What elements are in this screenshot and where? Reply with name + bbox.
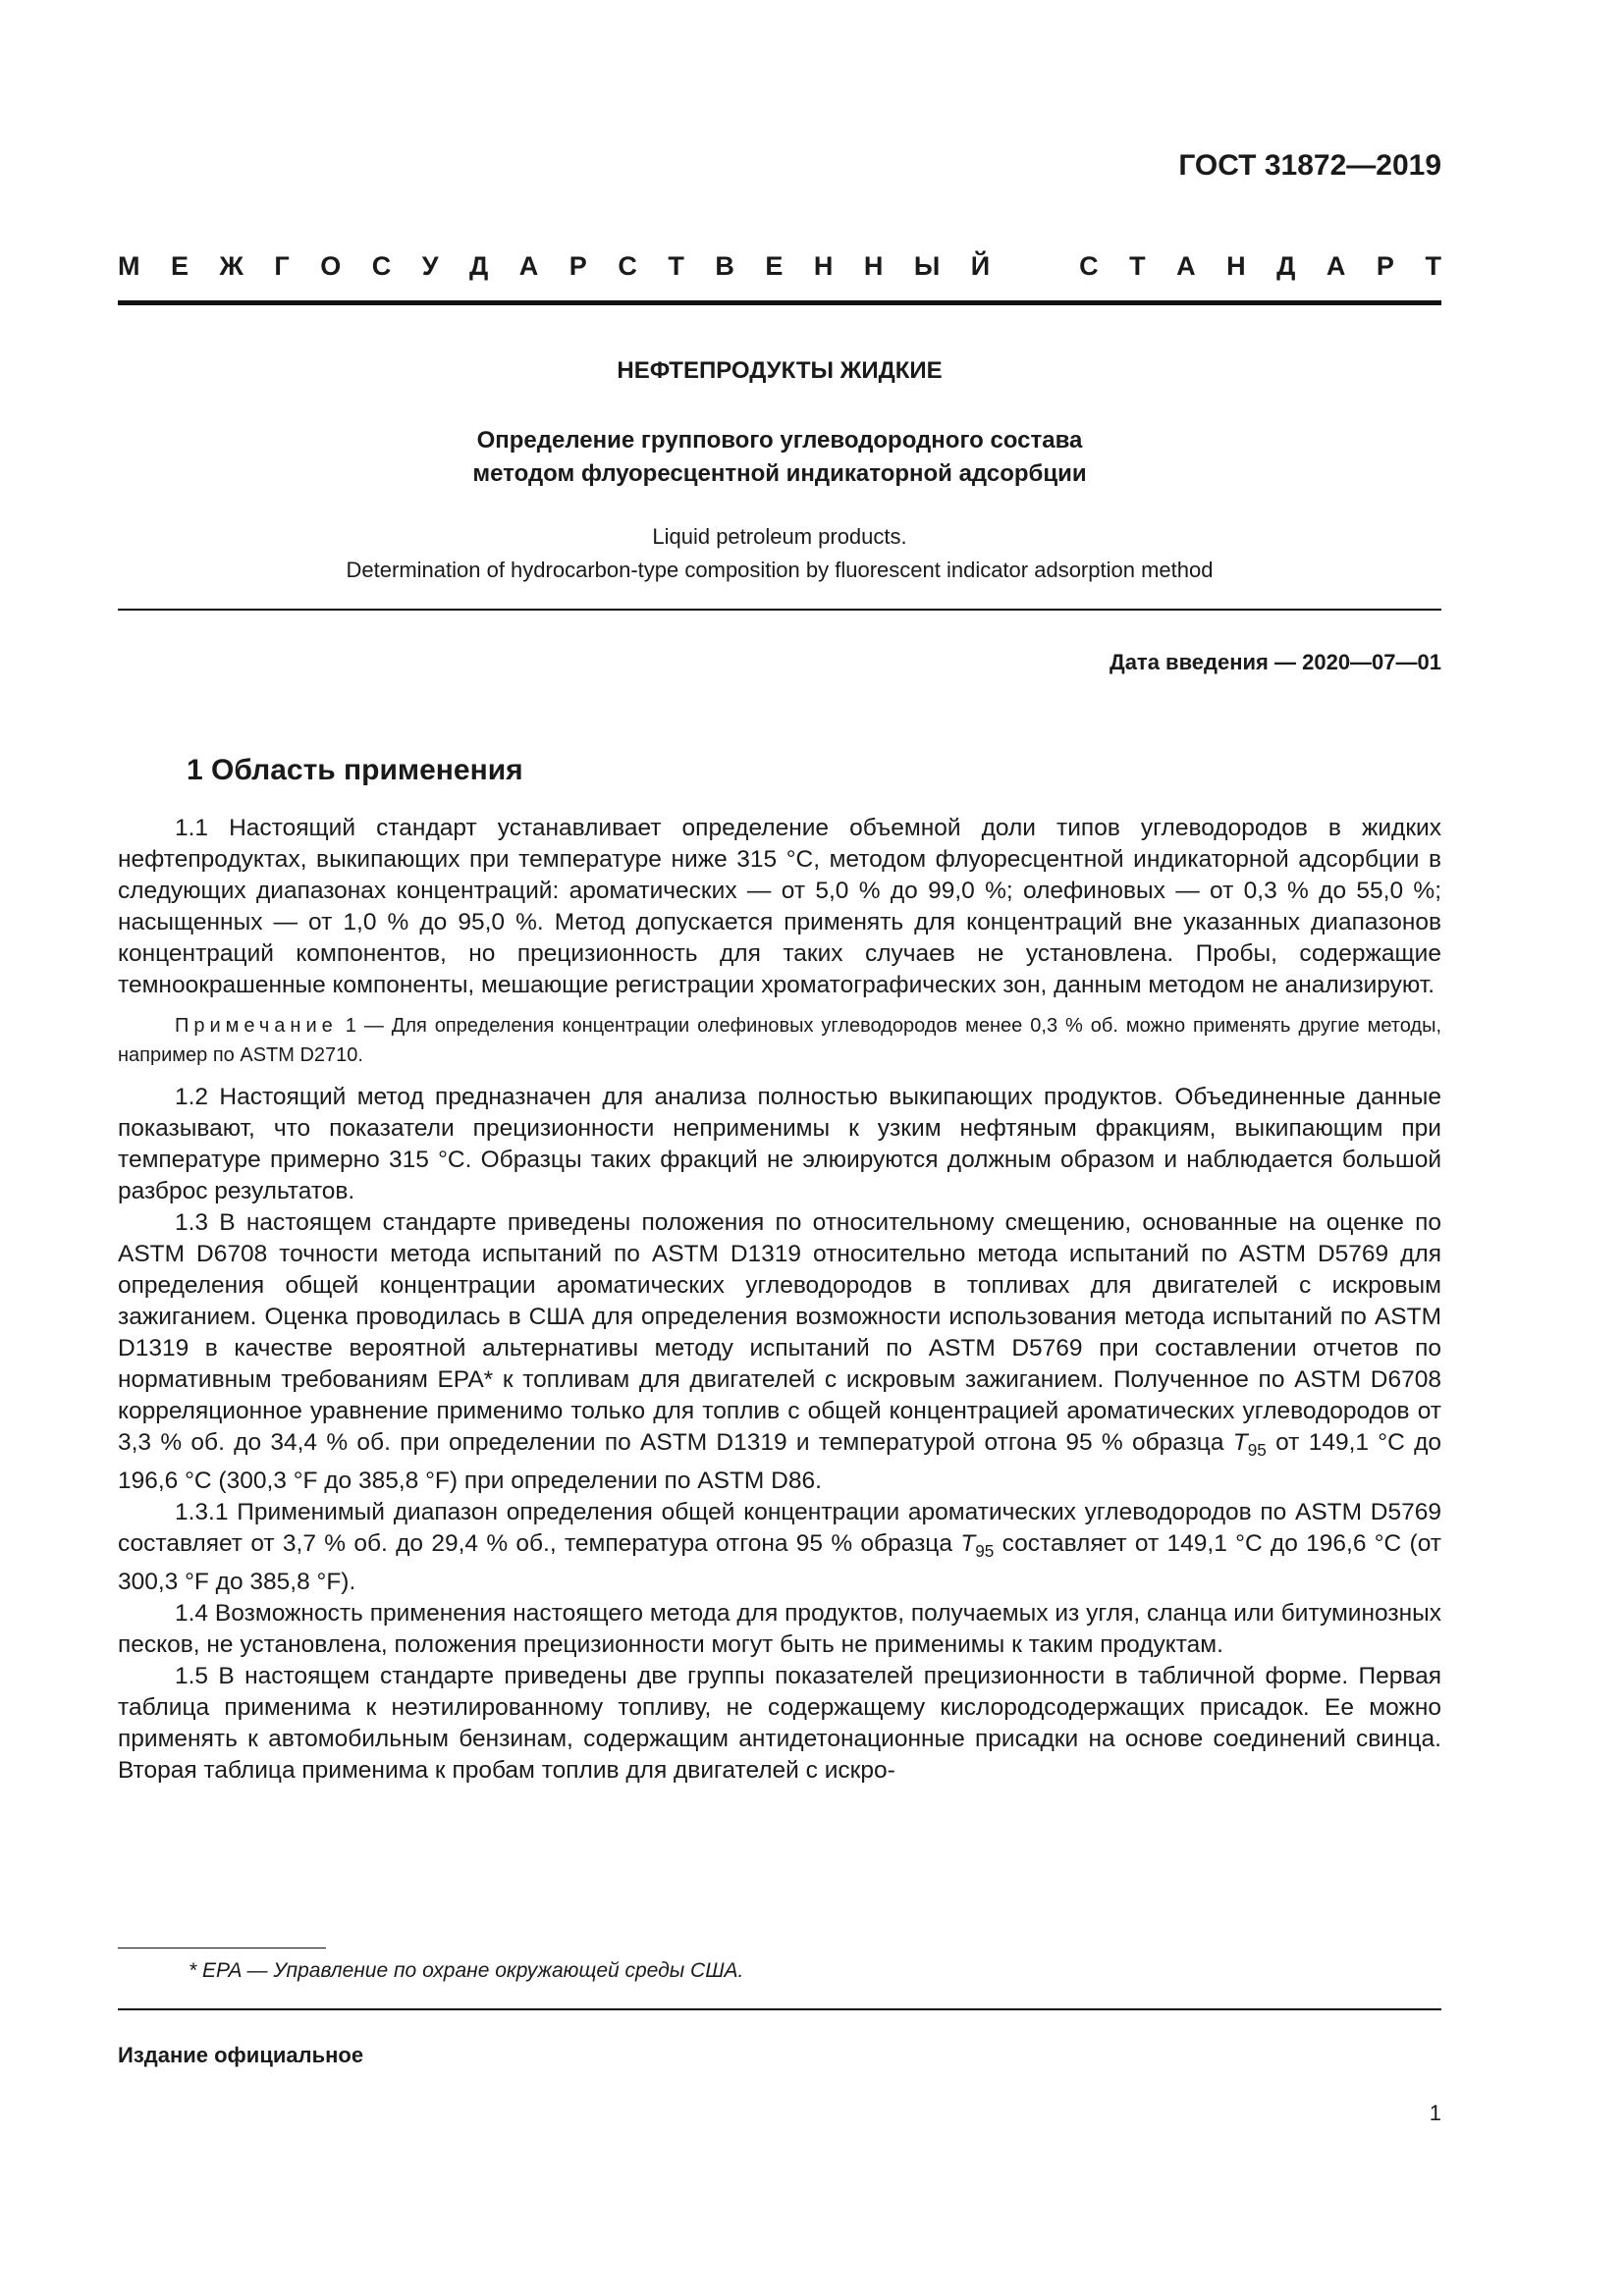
subtitle-line: Определение группового углеводородного состава: [476, 427, 1083, 454]
t95-symbol: T: [960, 1529, 976, 1557]
paragraph-text: 1.3 В настоящем стандарте приведены положения по относительному смещению, основанные на оценке по ASTM D6708 точности метода испытаний по ASTM D1319 относительно метода испытаний по ASTM D5769 для определения общей концентрации ароматических углеводородов в топливах для двигателей с искровым зажиганием. Оценка проводилась в США для определения возможности использования метода испытаний по ASTM D1319 в качестве вероятной альтернативы методу испытаний по ASTM D5769 при составлении отчетов по нормативным требованиям EPA* к топливам для двигателей с искровым зажиганием. Полученное по ASTM D6708 корреляционное уравнение применимо только для топлив с общей концентрацией ароматических углеводородов от 3,3 % об. до 34,4 % об. при определении по ASTM D1319 и температурой отгона 95 % образца: [118, 1209, 1441, 1456]
paragraph-text: от 149,1 °С до 196,6 °С (300,3 °F до 385,8 °F) при определении по ASTM D86.: [118, 1429, 1441, 1494]
heading-letter: Г: [274, 251, 290, 281]
t95-symbol: T: [1232, 1429, 1248, 1456]
heading-letter: А: [518, 251, 539, 281]
t95-subscript: 95: [1247, 1439, 1267, 1460]
header-rule: [118, 300, 1441, 305]
heading-letter: Й: [970, 251, 991, 281]
section-heading: 1 Область применения: [187, 754, 523, 786]
heading-letter: У: [421, 251, 439, 281]
paragraph-1-2: 1.2 Настоящий метод предназначен для анализа полностью выкипающих продуктов. Объединенные данные показывают, что показатели прецизионности неприменимы к узким нефтяным фракциям, выкипающим при температуре примерно 315 °С. Образцы таких фракций не элюируются должным образом и наблюдается большой разброс результатов.: [118, 1084, 1441, 1204]
heading-letter: Н: [863, 251, 884, 281]
english-title: [118, 520, 1441, 587]
date-of-introduction: Дата введения — 2020—07—01: [1110, 650, 1441, 674]
note-label: Примечание: [175, 1015, 338, 1037]
heading-letter: А: [1176, 251, 1196, 281]
note-1: [118, 1011, 1441, 1070]
heading-letter: С: [1079, 251, 1099, 281]
note-text: 1 — Для определения концентрации олефиновых углеводородов менее 0,3 % об. можно применять другие методы, например по ASTM D2710.: [118, 1015, 1441, 1066]
english-title-line: Determination of hydrocarbon-type composition by fluorescent indicator adsorption method: [346, 558, 1214, 582]
standard-type-heading: [118, 251, 1441, 282]
heading-letter: О: [320, 251, 342, 281]
heading-letter: Ы: [913, 251, 941, 281]
paragraph-text: 1.3.1 Применимый диапазон определения общей концентрации ароматических углеводородов по ASTM D5769 составляет от 3,7 % об. до 29,4 % об., температура отгона 95 % образца: [118, 1498, 1441, 1557]
heading-letter: Ж: [219, 251, 244, 281]
footnote-separator: [118, 1948, 326, 1949]
page-number: 1: [1429, 2101, 1441, 2125]
heading-letter: Д: [1276, 251, 1296, 281]
doc-id: ГОСТ 31872—2019: [1178, 149, 1441, 182]
title-rule: [118, 609, 1441, 611]
heading-letter: Д: [469, 251, 489, 281]
heading-letter: А: [1326, 251, 1346, 281]
paragraph-1-3-1: [118, 1497, 1441, 1598]
document-subtitle: [118, 424, 1441, 491]
heading-letter: Н: [813, 251, 834, 281]
heading-letter: Т: [1425, 251, 1441, 281]
section-body: [118, 813, 1441, 1787]
heading-letter: Т: [668, 251, 684, 281]
english-title-line: Liquid petroleum products.: [652, 524, 907, 549]
heading-letter: Р: [568, 251, 587, 281]
heading-letter: С: [371, 251, 392, 281]
heading-letter: Р: [1376, 251, 1394, 281]
heading-letter: Т: [1129, 251, 1146, 281]
heading-letter: В: [715, 251, 734, 281]
heading-letter: Н: [1226, 251, 1246, 281]
footnote: * EPA — Управление по охране окружающей среды США.: [189, 1959, 744, 1982]
heading-letter: Е: [765, 251, 784, 281]
document-title: НЕФТЕПРОДУКТЫ ЖИДКИЕ: [617, 357, 943, 384]
paragraph-1-4: 1.4 Возможность применения настоящего метода для продуктов, получаемых из угля, сланца или битуминозных песков, не установлена, положения прецизионности могут быть не применимы к таким продуктам.: [118, 1599, 1441, 1658]
t95-subscript: 95: [975, 1540, 995, 1561]
footer-rule: [118, 2008, 1441, 2010]
edition-label: Издание официальное: [118, 2043, 364, 2067]
heading-letter: М: [118, 251, 140, 281]
heading-letter: С: [618, 251, 637, 281]
word-gap: [1021, 251, 1049, 282]
subtitle-line: методом флуоресцентной индикаторной адсорбции: [472, 460, 1087, 487]
paragraph-1-5: 1.5 В настоящем стандарте приведены две группы показателей прецизионности в табличной форме. Первая таблица применима к неэтилированному топливу, не содержащему кислородсодержащих присадок. Ее можно применять к автомобильным бензинам, содержащим антидетонационные присадки на основе соединений свинца. Вторая таблица применима к пробам топлив для двигателей с искро-: [118, 1662, 1441, 1784]
heading-letter: Е: [171, 251, 189, 281]
paragraph-text: составляет от 149,1 °С до 196,6 °С (от 300,3 °F до 385,8 °F).: [118, 1529, 1442, 1595]
paragraph-1-3: [118, 1207, 1441, 1497]
paragraph-1-1: 1.1 Настоящий стандарт устанавливает определение объемной доли типов углеводородов в жидких нефтепродуктах, выкипающих при температуре ниже 315 °С, методом флуоресцентной индикаторной адсорбции в следующих диапазонах концентраций: ароматических — от 5,0 % до 99,0 %; олефиновых — от 0,3 % до 55,0 %; насыщенных — от 1,0 % до 95,0 %. Метод допускается применять для концентраций вне указанных диапазонов концентраций компонентов, но прецизионность для таких случаев не установлена. Пробы, содержащие темноокрашенные компоненты, мешающие регистрации хроматографических зон, данным методом не анализируют.: [118, 815, 1441, 998]
